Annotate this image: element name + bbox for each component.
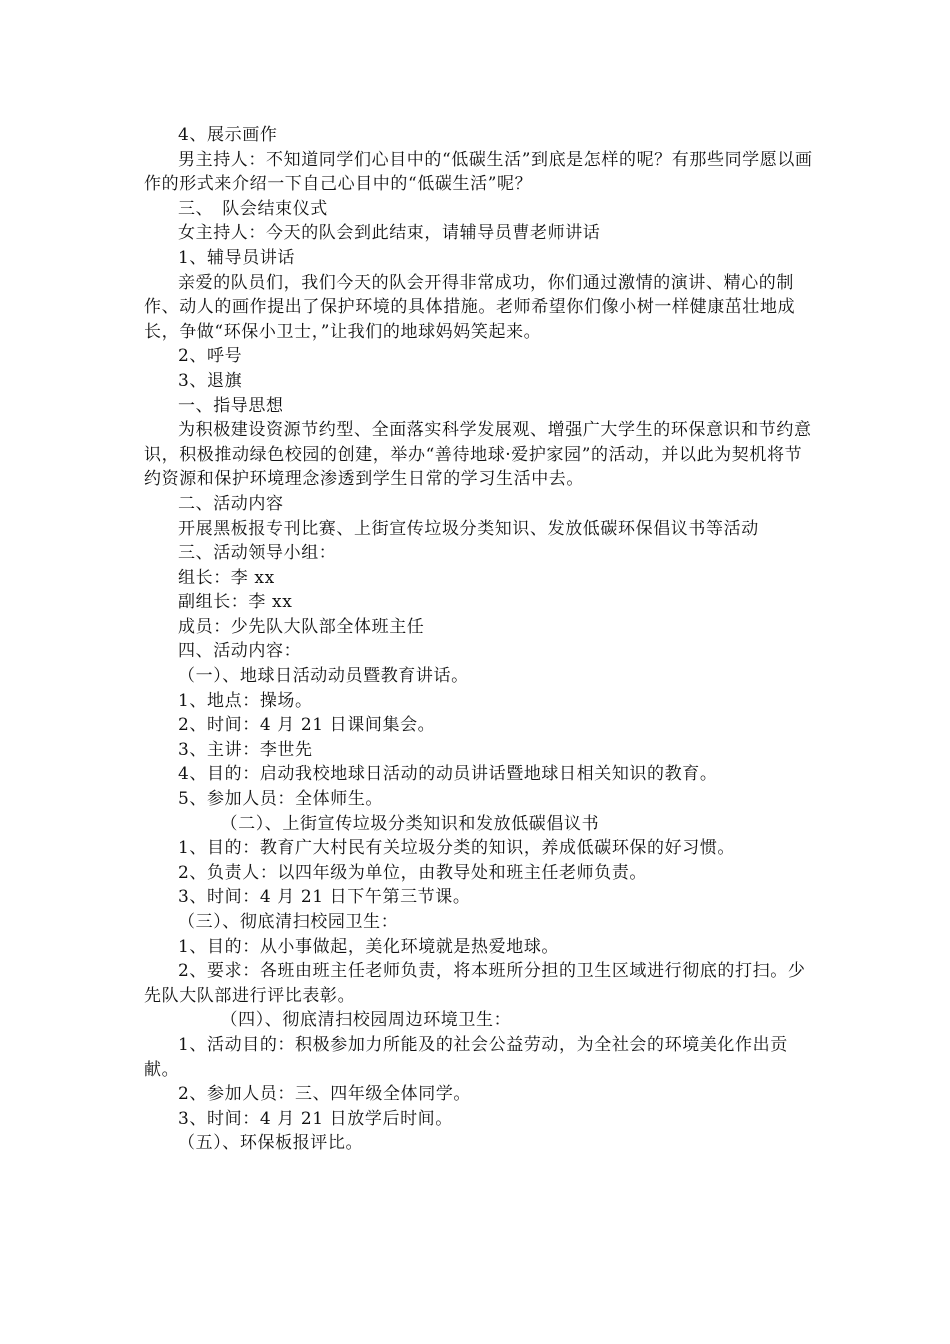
paragraph: 组长：李 xx: [178, 567, 275, 588]
subsection-heading: （五）、环保板报评比。: [178, 1133, 364, 1154]
subsection-heading: （三）、彻底清扫校园卫生：: [178, 912, 399, 932]
paragraph: 2、呼号: [178, 346, 243, 367]
list-item: 2、时间：4 月 21 日课间集会。: [178, 715, 436, 736]
list-item: 1、地点：操场。: [178, 690, 313, 711]
subsection-heading: （一）、地球日活动动员暨教育讲话。: [178, 666, 469, 687]
list-item: 3、时间：4 月 21 日下午第三节课。: [178, 887, 471, 908]
section-heading: 二、活动内容: [178, 493, 284, 514]
section-heading: 三、活动领导小组：: [178, 543, 337, 564]
paragraph: 4、展示画作: [178, 125, 278, 145]
paragraph: 成员：少先队大队部全体班主任: [178, 616, 425, 637]
list-item: 2、负责人：以四年级为单位，由教导处和班主任老师负责。: [178, 862, 648, 883]
section-heading: 一、指导思想: [178, 395, 284, 416]
section-heading: 三、 队会结束仪式: [178, 198, 328, 219]
paragraph: 女主持人：今天的队会到此结束，请辅导员曹老师讲话: [178, 223, 601, 244]
paragraph: 1、辅导员讲话: [178, 247, 296, 268]
list-item: 3、主讲：李世先: [178, 739, 313, 760]
subsection-heading: （四）、彻底清扫校园周边环境卫生：: [220, 1010, 512, 1031]
paragraph: 开展黑板报专刊比赛、上街宣传垃圾分类知识、发放低碳环保倡议书等活动: [178, 518, 759, 539]
paragraph: 亲爱的队员们，我们今天的队会开得非常成功，你们通过激情的演讲、精心的制作、动人的画作提出了保护环境的具体措施。老师希望你们像小树一样健康茁壮地成长，争做“环保小卫士，”让我们的地球妈妈笑起来。: [144, 272, 796, 342]
paragraph: 副组长：李 xx: [178, 592, 293, 613]
list-item: 1、目的：从小事做起，美化环境就是热爱地球。: [178, 936, 560, 957]
subsection-heading: （二）、上街宣传垃圾分类知识和发放低碳倡议书: [220, 813, 600, 834]
paragraph: 男主持人：不知道同学们心目中的“低碳生活”到底是怎样的呢？有那些同学愿以画作的形式来介绍一下自己心目中的“低碳生活”呢？: [144, 149, 813, 195]
paragraph: 3、退旗: [178, 370, 243, 391]
list-item: 2、要求：各班由班主任老师负责，将本班所分担的卫生区域进行彻底的打扫。少先队大队部进行评比表彰。: [144, 961, 806, 1006]
list-item: 5、参加人员：全体师生。: [178, 789, 384, 810]
list-item: 1、目的：教育广大村民有关垃圾分类的知识，养成低碳环保的好习惯。: [178, 838, 736, 859]
paragraph: 为积极建设资源节约型、全面落实科学发展观、增强广大学生的环保意识和节约意识，积极推动绿色校园的创建，举办“善待地球·爱护家园”的活动，并以此为契机将节约资源和保护环境理念渗透到学生日常的学习生活中去。: [144, 420, 812, 490]
list-item: 3、时间：4 月 21 日放学后时间。: [178, 1108, 453, 1129]
list-item: 1、活动目的：积极参加力所能及的社会公益劳动，为全社会的环境美化作出贡献。: [144, 1034, 788, 1080]
section-heading: 四、活动内容：: [178, 641, 302, 662]
list-item: 4、目的：启动我校地球日活动的动员讲话暨地球日相关知识的教育。: [178, 764, 718, 785]
document-body: [144, 123, 814, 1156]
list-item: 2、参加人员：三、四年级全体同学。: [178, 1084, 472, 1105]
